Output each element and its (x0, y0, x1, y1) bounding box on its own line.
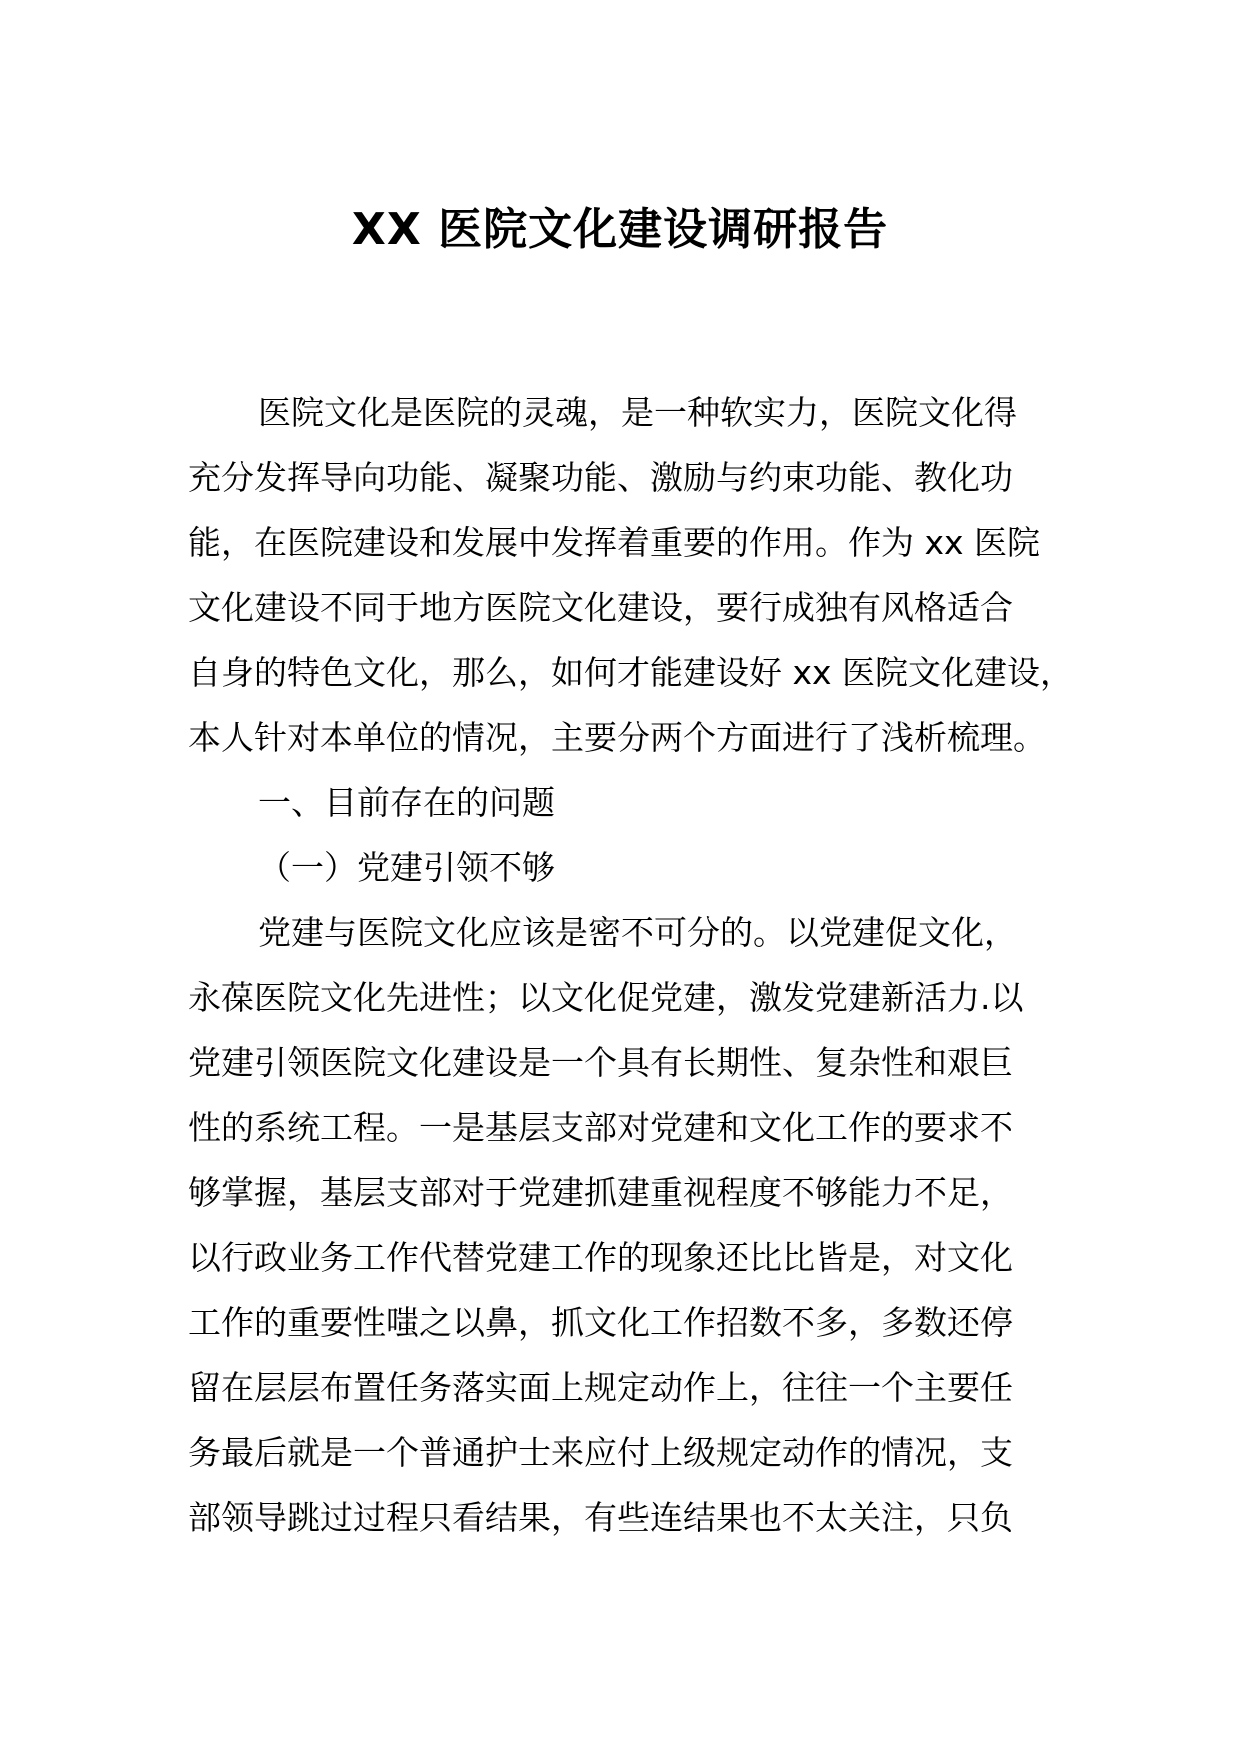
paragraph-party-line-5: 够掌握，基层支部对于党建抓建重视程度不够能力不足， (188, 1173, 1013, 1212)
paragraph-party-line-2: 永葆医院文化先进性；以文化促党建，激发党建新活力.以 (188, 978, 1024, 1017)
paragraph-party-line-10: 部领导跳过过程只看结果，有些连结果也不太关注，只负 (188, 1498, 1013, 1537)
paragraph-party-line-6: 以行政业务工作代替党建工作的现象还比比皆是，对文化 (188, 1238, 1013, 1277)
paragraph-intro-line-4: 文化建设不同于地方医院文化建设，要行成独有风格适合 (188, 588, 1013, 627)
paragraph-intro-line-2: 充分发挥导向功能、凝聚功能、激励与约束功能、教化功 (188, 458, 1013, 497)
paragraph-party-line-4: 性的系统工程。一是基层支部对党建和文化工作的要求不 (188, 1108, 1013, 1147)
document-title: XX 医院文化建设调研报告 (351, 204, 889, 255)
paragraph-party-line-9: 务最后就是一个普通护士来应付上级规定动作的情况，支 (188, 1433, 1013, 1472)
paragraph-intro-line-5: 自身的特色文化，那么，如何才能建设好 xx 医院文化建设， (188, 653, 1074, 692)
paragraph-intro-line-6: 本人针对本单位的情况，主要分两个方面进行了浅析梳理。 (188, 718, 1046, 757)
document-body (188, 380, 1088, 1550)
section-heading-1: 一、目前存在的问题 (258, 783, 555, 822)
paragraph-party-line-7: 工作的重要性嗤之以鼻，抓文化工作招数不多，多数还停 (188, 1303, 1013, 1342)
paragraph-party-line-3: 党建引领医院文化建设是一个具有长期性、复杂性和艰巨 (188, 1043, 1013, 1082)
paragraph-party-line-8: 留在层层布置任务落实面上规定动作上，往往一个主要任 (188, 1368, 1013, 1407)
subsection-heading-1: （一）党建引领不够 (258, 848, 555, 887)
paragraph-intro-line-1: 医院文化是医院的灵魂，是一种软实力，医院文化得 (258, 393, 1017, 432)
paragraph-party-line-1: 党建与医院文化应该是密不可分的。以党建促文化， (258, 913, 1017, 952)
paragraph-intro-line-3: 能，在医院建设和发展中发挥着重要的作用。作为 xx 医院 (188, 523, 1041, 562)
